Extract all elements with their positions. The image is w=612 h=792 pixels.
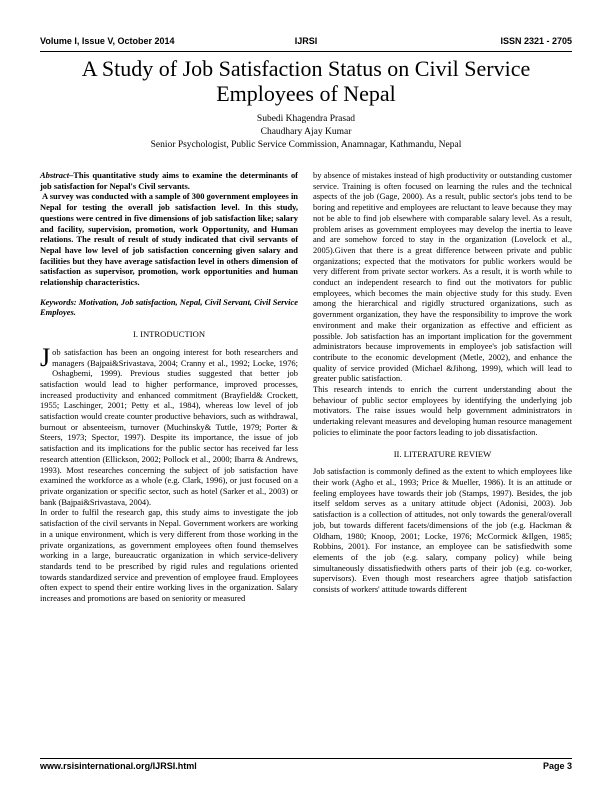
intro-paragraph-2: In order to fulfil the research gap, this study aims to investigate the job satisfaction of the civil servants in Nepal. Government workers are working in a unique environment, which is very different from those working in the private organizations, as government employees often found themselves working in a large, bureaucratic organization in which service-delivery standards tend to be prescribed by rigid rules and regulations oriented towards standardized service and prevention of employee fraud. Employees often expect to spend their entire working lives in the organization. Salary increases and promotions are based on seniority or measured [40,507,298,604]
author-1: Subedi Khagendra Prasad [256,114,356,124]
journal-url: www.rsisinternational.org/IJRSI.html [40,761,197,771]
affiliation: Senior Psychologist, Public Service Commission, Anamnagar, Kathmandu, Nepal [150,140,462,150]
paper-title [40,56,572,106]
literature-paragraph-1: Job satisfaction is commonly defined as the extent to which employees like their work (Agho et al., 1993; Price & Mueller, 1986). It is an attitude or feeling employees have towards their job (Stamps, 1997). Besides, the job itself seldom serves as a unitary attitude object (Adonisi, 2003). Job satisfaction is a collection of attitudes, not only towards the general/overall job, but towards different facets/dimensions of the job (e.g. Hackman & Oldham, 1980; Knoop, 2001; Locke, 1976; McCormick &Ilgen, 1985; Robbins, 2001). For instance, an employee can be satisfiedwith some elements of the job (e.g. salary, company policy) while being simultaneously dissatisfiedwith others parts of their job (e.g. co-worker, supervisors). Even though most researchers agree thatjob satisfaction consists of workers' attitude towards different [313,466,572,595]
intro-paragraph-1-text: ob satisfaction has been an ongoing interest for both researchers and managers (Bajpai&Srivastava, 2004; Cranny et al., 1992; Locke, 1976; Oshagbemi, 1999). Previous studies suggested that better job satisfaction would lead to higher performance, improved processes, increased productivity and enhanced commitment (Brayfield& Crockett, 1955; Laschinger, 2001; Petty et al., 1984), whereas low level of job satisfaction would create counter productive behaviors, such as withdrawal, burnout or absenteeism, turnover (Muchinsky& Tuttle, 1979; Porter & Steers, 1973; Spector, 1997). Despite its importance, the issue of job satisfaction and its implications for the public sector has received far less research attention (Ellickson, 2002; Pollock et al., 2000; Ibarra & Andrews, 1993). Most researches concerning the subject of job satisfaction have examined the workforce as a whole (e.g. Clark, 1996), or just focused on a private organization or specific sector, such as hotel (Sarker et al., 2003) or bank (Bajpai&Srivastava, 2004). [40,346,298,507]
journal-name: IJRSI [294,36,318,46]
issue-label: Volume I, Issue V, October 2014 [40,36,175,46]
left-column [40,170,298,604]
section-heading-introduction: I. INTRODUCTION [132,329,206,340]
abstract-text: This quantitative study aims to examine the determinants of job satisfaction for Nepal's Civil servants. [40,170,298,191]
drop-cap: J [40,342,51,372]
title-line-2: Employees of Nepal [216,81,396,106]
issn-label: ISSN 2321 - 2705 [500,36,572,46]
abstract [40,170,298,191]
intro-paragraph-4: This research intends to enrich the current understanding about the behaviour of public sector employees by identifying the underlying job motivators. The raise issues would help government administrators in undertaking relevant measures and developing human resource management policies to eliminate the poor factors leading to job dissatisfaction. [313,384,572,437]
author-block [40,113,572,152]
footer-rule [40,758,572,759]
section-heading-literature: II. LITERATURE REVIEW [393,448,492,459]
abstract-text-2: A survey was conducted with a sample of 300 government employees in Nepal for testing the overall job satisfaction level. In this study, questions were centred in five dimensions of job satisfaction like; salary and facility, supervision, promotion, work Opportunity, and Human relations. The result of result of study indicated that civil servants of Nepal have low level of job satisfaction concerning given salary and facilities but they have average satisfaction level in others dimension of satisfaction as supervisor, promotion, work opportunities and human relationship characteristics. [40,191,298,288]
running-footer [40,761,572,775]
page-number: Page 3 [542,761,572,771]
author-2: Chaudhary Ajay Kumar [260,127,352,137]
keywords: Keywords: Motivation, Job satisfaction, Nepal, Civil Servant, Civil Service Employes. [40,296,298,318]
running-header [40,36,572,50]
abstract-label: Abstract– [40,170,74,180]
intro-paragraph-1 [40,342,298,508]
title-line-1: A Study of Job Satisfaction Status on Civil Service [81,56,531,81]
intro-paragraph-3: by absence of mistakes instead of high productivity or outstanding customer service. Training is often focused on learning the rules and the technical aspects of the job (Gage, 2000). As a result, public sector's jobs tend to be boring and repetitive and employees are reluctant to leave because they may not be able to find job elsewhere with comparable salary level. As a result, problem arises as government employees may develop the inertia to leave and are somehow forced to stay in the organization (Lovelock et al., 2005).Given that there is a great difference between private and public organizations; expected that the motivators for public workers would be very different from private sector workers. As a result, it is worth while to conduct an independent research to find out the motivators for public employees, which becomes the main objective study for this study. Even among the hierarchical and rigidly structured organizations, such as government organization, they have the responsibility to improve the work environment and make their organization as effective and efficient as possible. Job satisfaction has an important implication for the government administrators because improvements in employee's job satisfaction will contribute to the economic development (Metle, 2002), and enhance the quality of service provided (Michael &Jihong, 1999), which will lead to greater public satisfaction. [313,170,572,384]
right-column [313,170,572,595]
header-rule [40,51,572,52]
